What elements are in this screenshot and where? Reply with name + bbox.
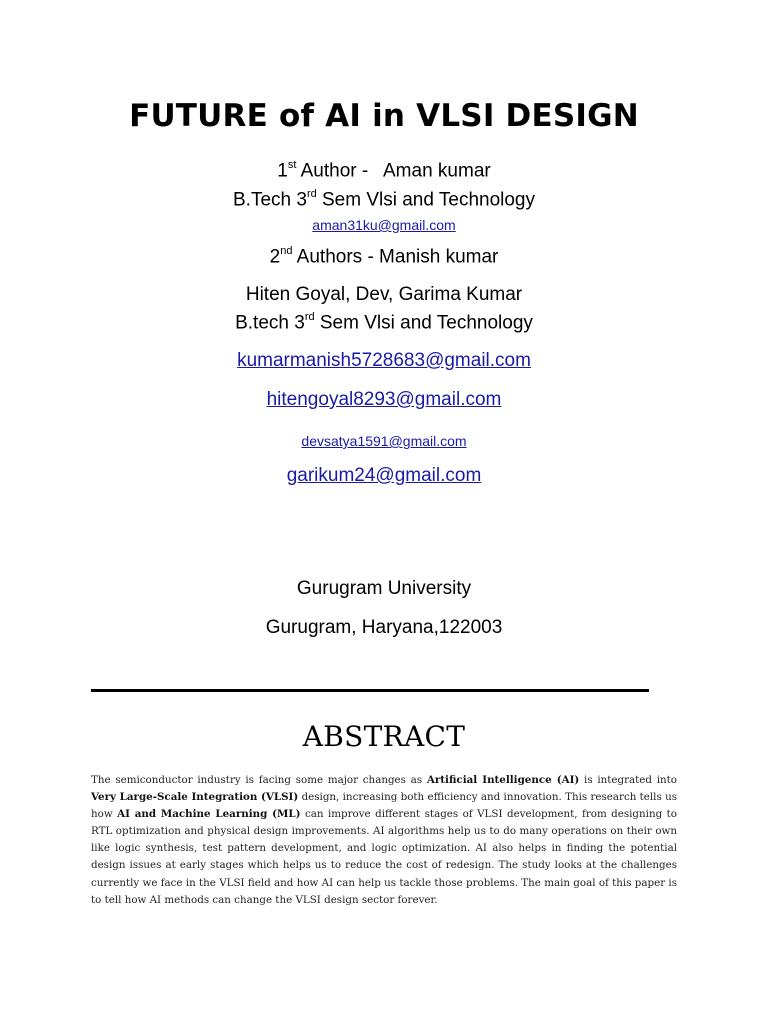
coauthors-names: Hiten Goyal, Dev, Garima Kumar — [245, 284, 523, 305]
first-affiliation-rest: Sem Vlsi and Technology — [316, 189, 535, 211]
second-author-name: Authors - Manish kumar — [292, 246, 499, 268]
abstract-body — [91, 772, 677, 909]
abstract-text: design, increasing both efficiency and innovation. This research tells us how — [91, 791, 677, 821]
abstract-bold-term: AI and Machine Learning (ML) — [117, 808, 301, 821]
first-affiliation-suffix: rd — [306, 188, 317, 200]
abstract-bold-term: Very Large-Scale Integration (VLSI) — [91, 791, 299, 804]
email-link-manish[interactable]: kumarmanish5728683@gmail.com — [237, 350, 531, 371]
first-author-ordinal-suffix: st — [287, 159, 297, 171]
abstract-text: The semiconductor industry is facing some major changes as — [91, 774, 427, 786]
section-divider — [91, 689, 649, 692]
first-author-line — [0, 160, 768, 182]
first-author-name: Author - Aman kumar — [296, 160, 491, 182]
second-author-affiliation — [0, 312, 768, 334]
first-author-email-line — [0, 214, 768, 236]
institution-name: Gurugram University — [296, 578, 472, 599]
email-line-4 — [0, 465, 768, 487]
email-link-garima[interactable]: garikum24@gmail.com — [286, 465, 482, 486]
second-author-line — [0, 246, 768, 268]
email-link-hiten[interactable]: hitengoyal8293@gmail.com — [266, 389, 502, 410]
second-affiliation-prefix: B.tech 3 — [235, 312, 305, 334]
second-affiliation-suffix: rd — [304, 311, 315, 323]
institution-address: Gurugram, Haryana,122003 — [265, 617, 503, 638]
first-author-affiliation — [0, 189, 768, 211]
email-line-3 — [0, 430, 768, 452]
second-author-ordinal: 2 — [269, 246, 281, 268]
paper-title: FUTURE of AI in VLSI DESIGN — [129, 98, 639, 134]
email-line-1 — [0, 350, 768, 372]
email-link-dev[interactable]: devsatya1591@gmail.com — [301, 433, 467, 449]
second-affiliation-rest: Sem Vlsi and Technology — [314, 312, 533, 334]
first-author-ordinal: 1 — [277, 160, 288, 182]
second-author-ordinal-suffix: nd — [280, 245, 293, 257]
abstract-text: is integrated into — [579, 774, 677, 786]
first-affiliation-prefix: B.Tech 3 — [233, 189, 307, 211]
abstract-heading: ABSTRACT — [302, 720, 466, 753]
first-author-email-link[interactable]: aman31ku@gmail.com — [312, 217, 456, 233]
coauthors-line — [0, 284, 768, 306]
email-line-2 — [0, 389, 768, 411]
abstract-text: can improve different stages of VLSI development, from designing to RTL optimization and physical design improvements. AI algorithms help us to do many operations on their own like logic synthesis, test pattern development, and logic optimization. AI also helps in finding the potential design issues at early stages which helps us to reduce the cost of redesign. The study looks at the challenges currently we face in the VLSI field and how AI can help us tackle those problems. The main goal of this paper is to tell how AI methods can change the VLSI design sector forever. — [91, 808, 677, 906]
abstract-bold-term: Artificial Intelligence (AI) — [426, 774, 580, 786]
